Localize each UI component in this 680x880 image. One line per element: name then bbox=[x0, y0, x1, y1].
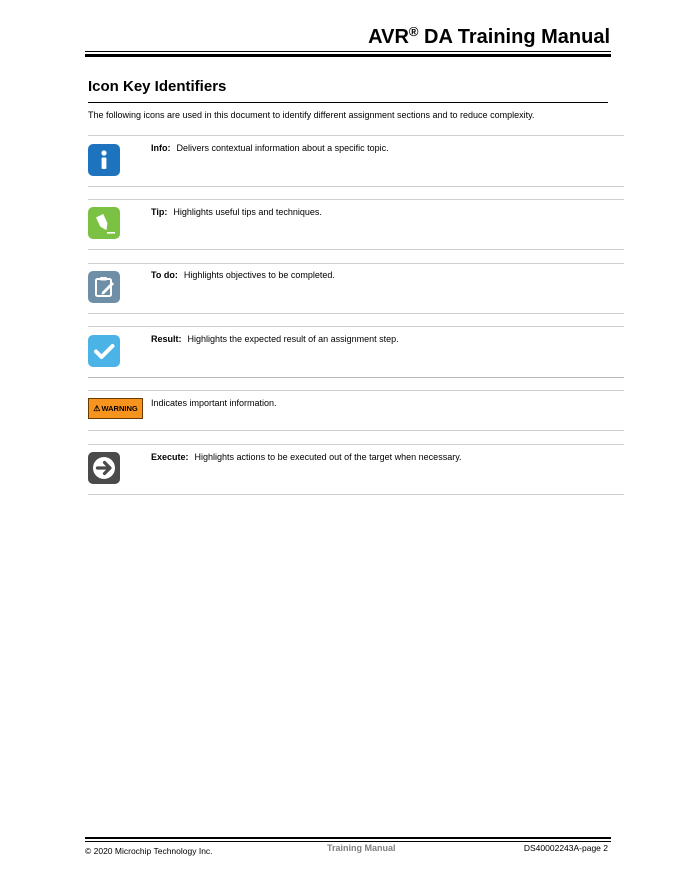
row-divider bbox=[88, 313, 624, 314]
execute-row-text bbox=[151, 452, 462, 462]
footer-doc-type: Training Manual bbox=[327, 843, 396, 853]
todo-label: To do: bbox=[151, 270, 178, 280]
warning-triangle-icon: ⚠ bbox=[93, 404, 101, 413]
registered-mark: ® bbox=[408, 24, 419, 39]
tip-label: Tip: bbox=[151, 207, 168, 217]
header-rule-thick bbox=[85, 54, 611, 57]
row-divider bbox=[88, 494, 624, 495]
row-divider bbox=[88, 430, 624, 431]
section-title: Icon Key Identifiers bbox=[88, 78, 227, 95]
footer-copyright: © 2020 Microchip Technology Inc. bbox=[85, 846, 213, 856]
header-title-rest: DA Training Manual bbox=[418, 26, 610, 48]
todo-row-text bbox=[151, 270, 335, 280]
tip-description: Highlights useful tips and techniques. bbox=[173, 207, 322, 217]
tip-icon bbox=[88, 207, 120, 239]
row-divider bbox=[88, 199, 624, 200]
todo-icon bbox=[88, 271, 120, 303]
row-divider bbox=[88, 390, 624, 391]
todo-description: Highlights objectives to be completed. bbox=[183, 270, 335, 280]
row-divider bbox=[88, 263, 624, 264]
info-row-text bbox=[151, 143, 389, 153]
info-label: Info: bbox=[151, 143, 171, 153]
execute-description: Highlights actions to be executed out of the target when necessary. bbox=[194, 452, 462, 462]
row-divider bbox=[88, 186, 624, 187]
section-title-rule bbox=[88, 102, 608, 103]
tip-row-text bbox=[151, 207, 322, 217]
header-rule-thin bbox=[85, 51, 611, 52]
row-divider bbox=[88, 377, 624, 378]
result-description: Highlights the expected result of an assignment step. bbox=[187, 334, 399, 344]
row-divider bbox=[88, 249, 624, 250]
warning-badge-label: WARNING bbox=[101, 404, 138, 413]
row-divider bbox=[88, 444, 624, 445]
section-intro: The following icons are used in this document to identify different assignment sections and to reduce complexity. bbox=[88, 110, 535, 120]
execute-icon bbox=[88, 452, 120, 484]
execute-label: Execute: bbox=[151, 452, 189, 462]
row-divider bbox=[88, 135, 624, 136]
footer-page-number: DS40002243A-page 2 bbox=[523, 843, 608, 853]
warning-badge bbox=[88, 398, 143, 419]
warning-row-text bbox=[151, 398, 277, 408]
document-header-title bbox=[368, 24, 610, 49]
result-label: Result: bbox=[151, 334, 182, 344]
info-description: Delivers contextual information about a specific topic. bbox=[176, 143, 389, 153]
result-row-text bbox=[151, 334, 399, 344]
info-icon bbox=[88, 144, 120, 176]
row-divider bbox=[88, 326, 624, 327]
warning-description: Indicates important information. bbox=[151, 398, 277, 408]
footer-rule-thin bbox=[85, 841, 611, 842]
result-icon bbox=[88, 335, 120, 367]
footer-rule-thick bbox=[85, 837, 611, 839]
header-title-main: AVR bbox=[368, 26, 409, 48]
